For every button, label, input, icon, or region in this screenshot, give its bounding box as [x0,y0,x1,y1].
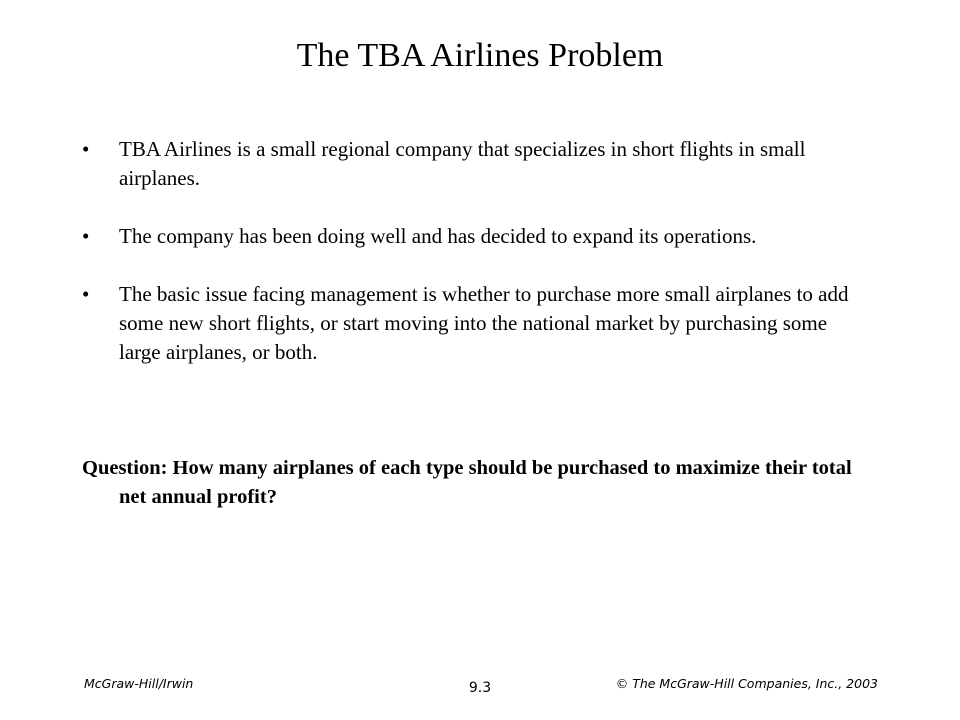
bullet-item [82,280,872,367]
bullet-item [82,222,872,251]
bullet-text: The basic issue facing management is whether to purchase more small airplanes to add some new short flights, or start moving into the national market by purchasing some large airplanes, or both. [119,282,849,364]
footer-copyright: © The McGraw-Hill Companies, Inc., 2003 [615,676,878,691]
bullet-text: The company has been doing well and has decided to expand its operations. [119,224,757,248]
page-number: 9.3 [468,680,492,696]
bullet-marker: • [82,224,90,248]
bullet-marker: • [82,137,90,161]
bullet-item [82,135,872,193]
bullet-marker: • [82,282,90,306]
slide-title: The TBA Airlines Problem [296,37,664,74]
footer-publisher: McGraw-Hill/Irwin [84,676,194,691]
question-text: Question: How many airplanes of each type should be purchased to maximize their total net annual profit? [82,457,852,508]
bullet-text: TBA Airlines is a small regional company that specializes in short flights in small airplanes. [119,137,806,190]
